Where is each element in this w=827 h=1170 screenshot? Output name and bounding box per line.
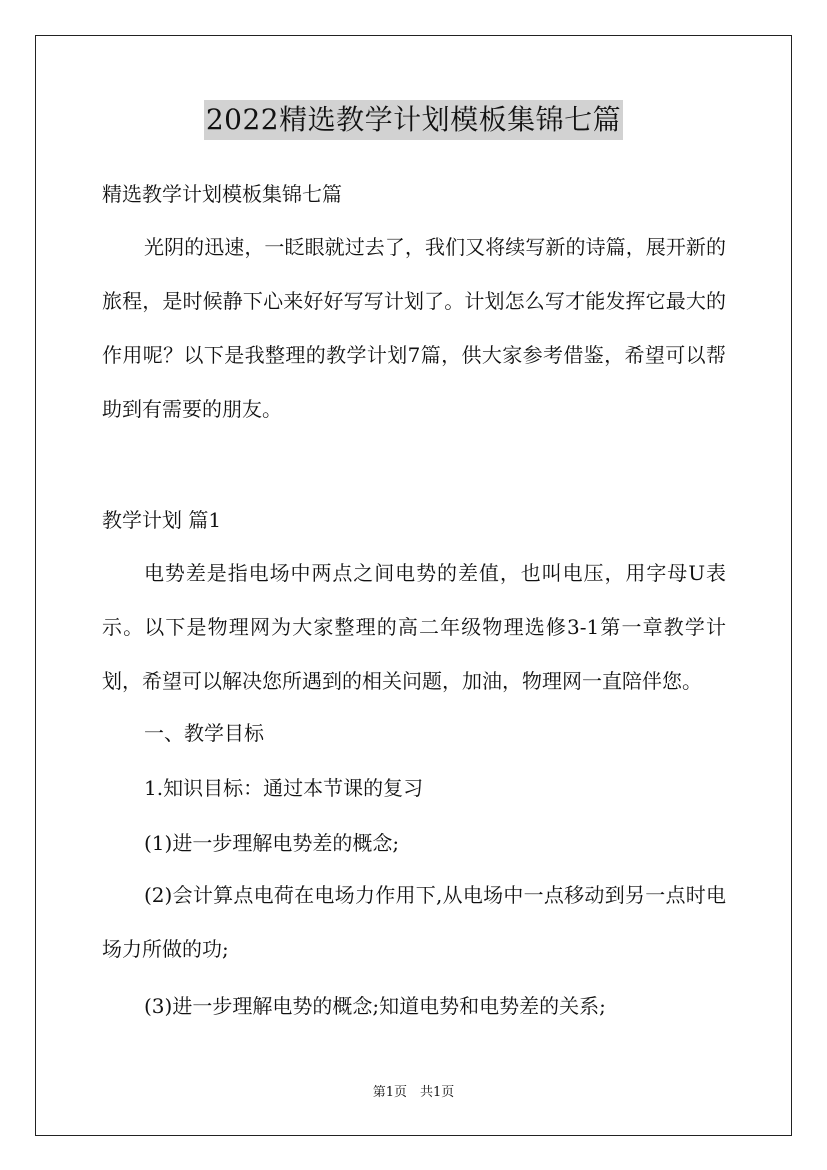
- goal-item-1: (1)进一步理解电势差的概念;: [144, 831, 400, 855]
- section-intro-paragraph: 电势差是指电场中两点之间电势的差值，也叫电压，用字母U表示。以下是物理网为大家整理的高二年级物理选修3-1第一章教学计划，希望可以解决您所遇到的相关问题，加油，物理网一直陪伴您。: [102, 561, 726, 693]
- title-container: [0, 100, 827, 140]
- page-footer: 第1页 共1页: [372, 1085, 455, 1100]
- document-subtitle: 精选教学计划模板集锦七篇: [102, 182, 342, 206]
- goal-heading: 一、教学目标: [144, 721, 264, 745]
- goal-item-3: (3)进一步理解电势的概念;知道电势和电势差的关系;: [144, 994, 606, 1018]
- intro-paragraph: 光阴的迅速，一眨眼就过去了，我们又将续写新的诗篇，展开新的旅程，是时候静下心来好好写写计划了。计划怎么写才能发挥它最大的作用呢？以下是我整理的教学计划7篇，供大家参考借鉴，希望可以帮助到有需要的朋友。: [102, 235, 726, 421]
- goal-item-2: (2)会计算点电荷在电场力作用下,从电场中一点移动到另一点时电场力所做的功;: [102, 883, 726, 961]
- document-title: 2022精选教学计划模板集锦七篇: [204, 100, 623, 140]
- knowledge-goal: 1.知识目标：通过本节课的复习: [144, 776, 424, 800]
- section-heading: 教学计划 篇1: [102, 508, 222, 532]
